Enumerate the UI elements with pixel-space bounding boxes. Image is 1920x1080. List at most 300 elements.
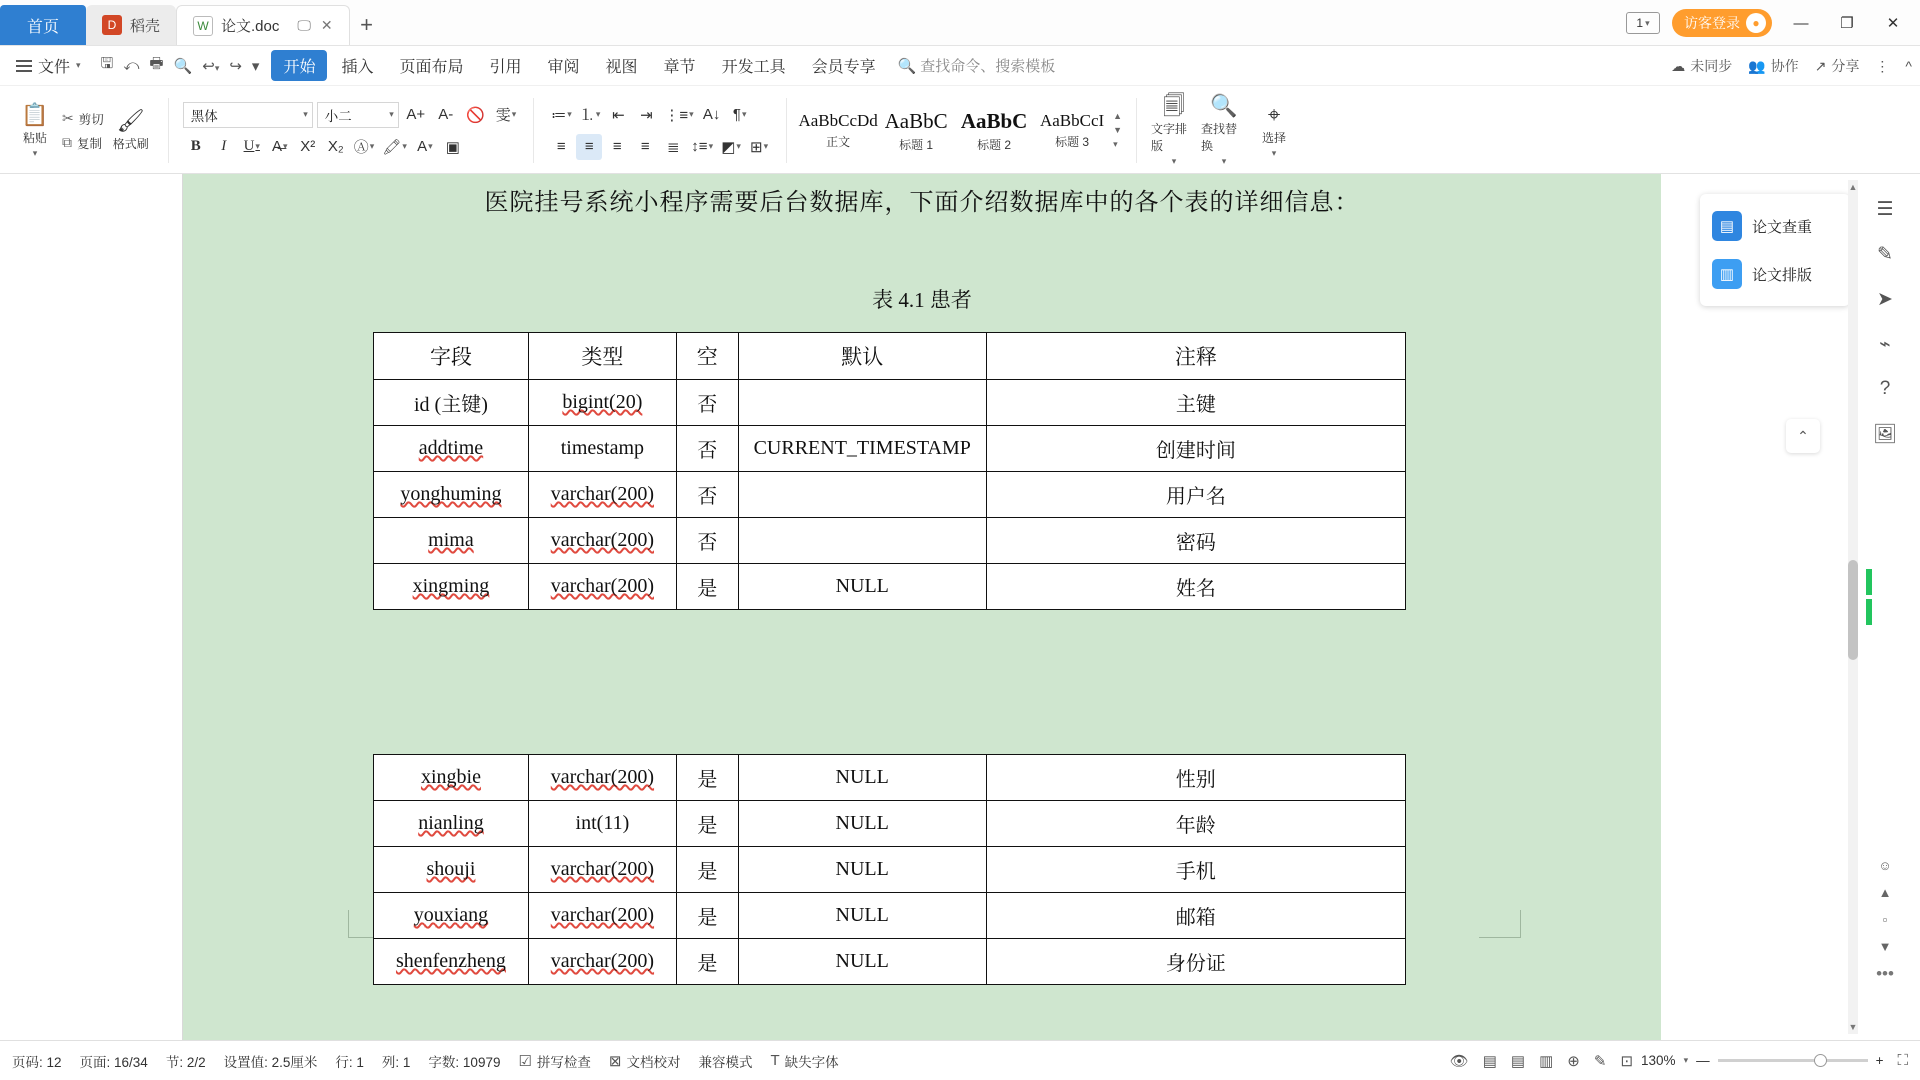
cell-type: timestamp <box>528 426 676 472</box>
status-page-code-label: 页码: 12 <box>12 1054 62 1070</box>
database-table-bottom[interactable] <box>373 754 1406 985</box>
table-row <box>374 426 1406 472</box>
cell-type: varchar(200) <box>528 564 676 610</box>
cell-comment: 用户名 <box>986 472 1405 518</box>
hamburger-icon <box>16 60 32 72</box>
magnifier-icon: 🔍 <box>1210 93 1238 118</box>
chevron-down-icon: ▾ <box>1171 156 1177 166</box>
status-section-label: 节: 2/2 <box>165 1054 206 1070</box>
status-page-of[interactable] <box>80 1051 148 1071</box>
status-word-count[interactable] <box>428 1051 500 1071</box>
subscript-button[interactable] <box>323 134 349 160</box>
cell-default: NULL <box>738 847 986 893</box>
cell-field: addtime <box>374 426 529 472</box>
zoom-level-label: 130% <box>1641 1053 1676 1068</box>
page-count-value: 1 <box>1636 16 1644 30</box>
ribbon-group-paragraph <box>542 88 778 173</box>
grow-font-button[interactable] <box>403 102 429 128</box>
status-compat-mode[interactable] <box>699 1051 753 1071</box>
format-painter-icon: 🖌 <box>116 108 145 133</box>
char-border-icon[interactable]: Ⓐ ▾ <box>353 139 375 156</box>
paper-layout-icon: ▥ <box>1712 259 1742 289</box>
status-compat-mode-label: 兼容模式 <box>698 1054 753 1070</box>
tab-daoke[interactable] <box>86 5 176 45</box>
tab-chapter[interactable] <box>652 50 708 81</box>
format-painter-label: 格式刷 <box>112 137 149 151</box>
increase-indent-icon[interactable]: ⇥ <box>640 106 653 124</box>
cell-default: NULL <box>738 893 986 939</box>
customize-qat-icon[interactable]: ▾ <box>251 57 260 75</box>
cell-null: 否 <box>676 518 738 564</box>
people-icon: 👥 <box>1748 57 1766 74</box>
rail-bottom-group <box>1878 858 1891 954</box>
pinyin-guide-icon[interactable]: 雯 ▾ <box>495 107 517 124</box>
cell-comment: 身份证 <box>986 939 1405 985</box>
status-missing-font[interactable] <box>771 1051 839 1071</box>
page-view-icon[interactable]: ▤ <box>1482 1052 1497 1070</box>
distribute-icon[interactable]: ≣ <box>667 138 680 156</box>
table-row <box>374 755 1406 801</box>
chevron-down-icon: ▾ <box>76 60 81 70</box>
database-table-top[interactable] <box>373 332 1406 610</box>
table-header-row <box>374 333 1406 380</box>
status-col-label: 列: 1 <box>381 1054 411 1070</box>
shading-icon[interactable]: ◩ ▾ <box>721 138 741 156</box>
cell-null: 是 <box>676 564 738 610</box>
cursor-arrow-icon: ⌖ <box>1267 101 1281 127</box>
status-row[interactable] <box>335 1051 364 1071</box>
cell-null: 否 <box>676 472 738 518</box>
status-section[interactable] <box>166 1051 206 1071</box>
cell-default <box>738 380 986 426</box>
cell-default: NULL <box>738 801 986 847</box>
minimize-button[interactable] <box>1784 8 1818 38</box>
status-missing-font-label: 缺失字体 <box>784 1054 839 1070</box>
tab-start[interactable] <box>271 50 327 81</box>
style-heading-3-name: 标题 3 <box>1055 135 1090 149</box>
chevron-down-icon[interactable]: ▼ <box>1878 939 1892 954</box>
find-replace-label: 查找替换 <box>1201 122 1238 153</box>
style-heading-3-sample: AaBbCcI <box>1039 111 1105 130</box>
cell-comment: 性别 <box>986 755 1405 801</box>
undo-history-icon[interactable]: ⤺ <box>123 57 140 74</box>
tab-page-layout[interactable] <box>387 50 475 81</box>
minimize-label: — <box>1793 14 1809 32</box>
status-page-code[interactable] <box>12 1051 62 1071</box>
cell-type: varchar(200) <box>528 755 676 801</box>
new-tab-label: + <box>360 12 374 37</box>
tab-review[interactable] <box>536 50 592 81</box>
style-heading-3[interactable] <box>1035 88 1109 173</box>
new-tab-button[interactable] <box>350 5 384 45</box>
document-intro-line: 医院挂号系统小程序需要后台数据库，下面介绍数据库中的各个表的详细信息： <box>484 190 1360 216</box>
superscript-label: X² <box>300 138 316 155</box>
superscript-button[interactable] <box>295 134 321 160</box>
chevron-down-icon: ▾ <box>389 109 394 119</box>
italic-label: I <box>221 138 227 154</box>
eraser-icon[interactable]: ⌁ <box>1879 334 1891 355</box>
style-heading-1-sample: AaBbC <box>884 108 948 133</box>
share-icon: ↗ <box>1814 57 1827 74</box>
scroll-up-icon[interactable]: ▲ <box>1848 182 1858 192</box>
cell-type: bigint(20) <box>528 380 676 426</box>
cut-button[interactable] <box>62 110 104 128</box>
table-row <box>374 380 1406 426</box>
chevron-down-icon[interactable]: ▾ <box>1683 1055 1689 1065</box>
chevron-down-icon: ▾ <box>32 147 38 158</box>
web-view-icon[interactable]: ⊕ <box>1567 1052 1580 1070</box>
copy-label: 复制 <box>77 136 103 151</box>
scrollbar-thumb[interactable] <box>1848 560 1858 660</box>
cell-comment: 姓名 <box>986 564 1405 610</box>
table-row <box>374 893 1406 939</box>
tab-present-icon[interactable]: 🖵 <box>297 17 311 33</box>
cell-default <box>738 518 986 564</box>
subscript-label: X₂ <box>327 138 344 155</box>
cell-comment: 主键 <box>986 380 1405 426</box>
line-spacing-icon[interactable]: ↕≡ ▾ <box>691 138 714 155</box>
font-size-value: 小二 <box>324 108 352 124</box>
cell-field: xingbie <box>374 755 529 801</box>
cell-comment: 手机 <box>986 847 1405 893</box>
sync-status-label: 未同步 <box>1690 58 1733 74</box>
status-spellcheck[interactable] <box>518 1051 590 1071</box>
zoom-out-button[interactable]: — <box>1696 1053 1710 1068</box>
divider <box>1136 98 1137 163</box>
outline-view-icon[interactable]: ▤ <box>1510 1052 1526 1070</box>
print-icon[interactable]: 🖶 <box>149 55 164 72</box>
text-layout-label: 文字排版 <box>1151 122 1188 153</box>
collapse-ribbon-label: ^ <box>1905 58 1912 74</box>
zoom-control[interactable] <box>1620 1052 1883 1070</box>
home-tab[interactable] <box>0 5 86 45</box>
status-page-of-label: 页面: 16/34 <box>79 1054 148 1070</box>
align-left-icon[interactable]: ≡ <box>556 138 566 155</box>
command-search[interactable] <box>898 55 1056 76</box>
smiley-icon[interactable]: ☺ <box>1878 858 1892 873</box>
cell-field: shouji <box>374 847 529 893</box>
ribbon-end <box>1898 88 1914 173</box>
underline-button[interactable]: U ▾ <box>243 138 260 154</box>
reading-view-icon[interactable]: ▥ <box>1539 1052 1554 1070</box>
cell-default: NULL <box>738 939 986 985</box>
tab-review-label: 审阅 <box>547 59 580 76</box>
font-size-combo[interactable] <box>317 102 399 128</box>
page-corner-mark <box>1479 910 1521 938</box>
status-doc-proof-label: 文档校对 <box>626 1054 681 1070</box>
tab-daoke-label: 稻壳 <box>130 17 161 35</box>
divider <box>786 98 787 163</box>
underline-label: U <box>243 138 255 154</box>
table-row <box>374 472 1406 518</box>
status-doc-proof[interactable] <box>609 1051 681 1071</box>
cell-default: NULL <box>738 564 986 610</box>
zoom-fit-icon[interactable]: ⊡ <box>1620 1052 1634 1070</box>
collaborate-label: 协作 <box>1770 58 1799 74</box>
cell-comment: 年龄 <box>986 801 1405 847</box>
cell-default: CURRENT_TIMESTAMP <box>738 426 986 472</box>
shrink-font-button[interactable] <box>433 102 459 128</box>
cell-type: varchar(200) <box>528 893 676 939</box>
tab-chapter-label: 章节 <box>663 59 696 76</box>
cell-null: 是 <box>676 755 738 801</box>
daoke-icon: D <box>102 15 122 35</box>
cloud-icon: ☁ <box>1671 57 1686 74</box>
text-layout-icon: 🗐 <box>1163 93 1185 118</box>
status-row-label: 行: 1 <box>335 1054 364 1070</box>
status-setting-label: 设置值: 2.5厘米 <box>223 1054 318 1070</box>
cell-null: 否 <box>676 426 738 472</box>
file-menu-label: 文件 <box>38 59 71 76</box>
align-right-icon[interactable]: ≡ <box>612 138 622 155</box>
zoom-knob[interactable] <box>1814 1054 1827 1067</box>
copy-button[interactable] <box>62 134 104 152</box>
tab-developer[interactable] <box>710 50 798 81</box>
ribbon-group-tools <box>1145 88 1303 173</box>
left-margin-strip <box>150 174 184 1040</box>
print-preview-icon[interactable]: 🔍 <box>173 57 193 75</box>
login-button[interactable] <box>1672 9 1772 37</box>
styles-expand-icon[interactable]: ▾ <box>1113 139 1118 149</box>
page-fit-icon[interactable]: ▫ <box>1882 912 1888 927</box>
status-setting[interactable] <box>224 1051 318 1071</box>
ribbon-group-styles <box>795 88 1128 173</box>
bold-button[interactable] <box>183 134 209 160</box>
search-icon: 🔍 <box>897 57 917 75</box>
cell-comment: 邮箱 <box>986 893 1405 939</box>
more-options-button[interactable] <box>1875 58 1889 75</box>
text-layout-button[interactable] <box>1151 94 1197 167</box>
cell-default <box>738 472 986 518</box>
borders-icon[interactable]: ⊞ ▾ <box>750 138 769 156</box>
tab-page-layout-label: 页面布局 <box>399 59 464 76</box>
cut-label: 剪切 <box>78 112 104 127</box>
checkbox-icon: ☑ <box>518 1052 532 1070</box>
right-rail <box>1858 184 1912 1040</box>
style-heading-2-sample: AaBbC <box>960 108 1028 133</box>
cell-field: id (主键) <box>374 380 529 426</box>
column-header-null: 空 <box>676 333 738 380</box>
cell-null: 是 <box>676 801 738 847</box>
italic-button[interactable] <box>211 134 237 160</box>
column-header-field: 字段 <box>374 333 529 380</box>
tab-document[interactable] <box>176 5 350 45</box>
sync-status[interactable] <box>1671 56 1732 76</box>
font-icon: T <box>770 1052 780 1069</box>
cell-type: varchar(200) <box>528 472 676 518</box>
fullscreen-icon[interactable] <box>1897 1052 1908 1069</box>
cell-null: 是 <box>676 893 738 939</box>
cell-null: 是 <box>676 847 738 893</box>
menu-dots-icon[interactable]: ☰ <box>1876 199 1894 220</box>
fullscreen-label: ⛶ <box>1897 1052 1908 1069</box>
taskpane-item-paper-layout[interactable] <box>1700 250 1850 298</box>
paste-icon: 📋 <box>21 101 49 127</box>
cell-type: varchar(200) <box>528 847 676 893</box>
status-col[interactable] <box>382 1051 411 1071</box>
table-row <box>374 564 1406 610</box>
column-header-default: 默认 <box>738 333 986 380</box>
title-bar-right <box>1626 0 1920 46</box>
quick-access-toolbar <box>91 53 270 78</box>
cell-comment: 创建时间 <box>986 426 1405 472</box>
table-row <box>374 847 1406 893</box>
tab-references-label: 引用 <box>489 59 522 76</box>
tab-developer-label: 开发工具 <box>721 59 786 76</box>
pen-view-icon[interactable]: ✎ <box>1593 1052 1607 1070</box>
cell-type: varchar(200) <box>528 939 676 985</box>
status-bar-right <box>1450 1052 1908 1070</box>
save-icon[interactable]: 🖫 <box>100 55 114 72</box>
style-body-sample: AaBbCcDd <box>798 111 878 130</box>
multilevel-list-icon[interactable]: ⋮≡ ▾ <box>664 106 694 124</box>
doc-icon: W <box>193 16 213 36</box>
select-button[interactable] <box>1251 103 1297 159</box>
cell-field: mima <box>374 518 529 564</box>
title-bar <box>0 0 1920 46</box>
menu-bar-right <box>1671 46 1912 86</box>
table-row <box>374 518 1406 564</box>
style-heading-1-name: 标题 1 <box>899 137 934 152</box>
menu-bar <box>0 46 1920 86</box>
more-dots-icon[interactable]: ••• <box>1876 964 1894 983</box>
bold-label: B <box>190 138 201 154</box>
tab-member-label: 会员专享 <box>811 59 876 76</box>
scissors-icon: ✂ <box>62 110 74 126</box>
restore-label: ❐ <box>1840 15 1854 32</box>
document-area[interactable] <box>0 174 1920 1040</box>
copy-icon: ⧉ <box>62 134 72 150</box>
cell-null: 是 <box>676 939 738 985</box>
cursor-arrow-icon[interactable]: ➤ <box>1877 289 1893 310</box>
cell-default: NULL <box>738 755 986 801</box>
ribbon-group-clipboard <box>6 88 160 173</box>
cell-comment: 密码 <box>986 518 1405 564</box>
file-menu-button[interactable] <box>8 51 89 80</box>
divider <box>533 98 534 163</box>
cell-field: xingming <box>374 564 529 610</box>
screenshot-icon[interactable]: 🖼 <box>1872 424 1898 445</box>
align-center-icon[interactable]: ≡ <box>576 134 602 160</box>
shrink-font-label: A- <box>438 106 454 123</box>
ribbon <box>0 86 1920 174</box>
tab-references[interactable] <box>478 50 534 81</box>
taskpane-item-check-duplicate-label: 论文查重 <box>1752 218 1813 236</box>
style-body[interactable] <box>798 88 878 173</box>
tab-insert[interactable] <box>329 50 385 81</box>
close-label: ✕ <box>1886 15 1900 32</box>
tab-member[interactable] <box>800 50 888 81</box>
status-spellcheck-label: 拼写检查 <box>536 1054 591 1070</box>
undo-icon[interactable]: ↩▾ <box>202 57 220 75</box>
font-name-combo[interactable] <box>183 102 313 128</box>
share-button[interactable] <box>1815 56 1860 76</box>
collapse-ribbon-button[interactable] <box>1905 58 1912 74</box>
close-button[interactable] <box>1876 8 1910 38</box>
tab-view-label: 视图 <box>605 59 638 76</box>
tab-document-label: 论文.doc <box>221 18 280 35</box>
zoom-in-button[interactable]: + <box>1875 1053 1884 1068</box>
grow-font-label: A+ <box>406 106 426 123</box>
sort-icon[interactable]: A↓ <box>702 106 721 123</box>
tab-view[interactable] <box>594 50 650 81</box>
chevron-down-icon: ▾ <box>303 109 308 119</box>
taskpane-collapse-button[interactable]: ⌃ <box>1786 419 1820 453</box>
ribbon-group-font <box>177 88 526 173</box>
paste-button[interactable] <box>12 103 58 159</box>
cell-field: yonghuming <box>374 472 529 518</box>
cell-field: youxiang <box>374 893 529 939</box>
strikethrough-button[interactable]: A̶ ▾ <box>271 138 288 155</box>
tab-insert-label: 插入 <box>341 59 374 76</box>
cell-type: int(11) <box>528 801 676 847</box>
collaborate-button[interactable] <box>1748 56 1798 76</box>
table-row <box>374 939 1406 985</box>
command-search-placeholder: 查找命令、搜索模板 <box>920 58 1056 75</box>
cell-type: varchar(200) <box>528 518 676 564</box>
show-marks-icon[interactable]: ¶ ▾ <box>732 106 747 123</box>
taskpane-item-check-duplicate[interactable] <box>1700 202 1850 250</box>
chevron-up-icon[interactable]: ▲ <box>1113 111 1123 121</box>
divider <box>168 98 169 163</box>
scroll-down-icon[interactable]: ▼ <box>1848 1022 1858 1032</box>
proof-icon: ⊠ <box>608 1052 622 1070</box>
column-header-type: 类型 <box>528 333 676 380</box>
chevron-down-icon: ▾ <box>1645 17 1650 28</box>
chevron-up-icon[interactable]: ▲ <box>1878 885 1892 900</box>
page-count-badge[interactable] <box>1626 12 1660 34</box>
bullets-icon[interactable]: ≔ ▾ <box>551 106 572 124</box>
font-name-value: 黑体 <box>190 108 218 124</box>
clear-format-icon[interactable]: 🚫 <box>466 106 486 124</box>
home-tab-label: 首页 <box>26 18 59 36</box>
restore-button[interactable] <box>1830 8 1864 38</box>
help-icon[interactable]: ? <box>1879 378 1891 399</box>
taskpane-item-paper-layout-label: 论文排版 <box>1752 266 1813 284</box>
eye-icon[interactable]: 👁 <box>1449 1052 1469 1070</box>
check-duplicate-icon: ▤ <box>1712 211 1742 241</box>
style-body-name: 正文 <box>826 135 851 149</box>
tab-close-icon[interactable]: ✕ <box>320 17 333 33</box>
justify-icon[interactable]: ≡ <box>640 138 650 155</box>
table-caption: 表 4.1 患者 <box>872 288 972 312</box>
numbering-icon[interactable]: ⒈ ▾ <box>579 107 601 124</box>
zoom-track[interactable] <box>1718 1059 1868 1062</box>
find-replace-button[interactable] <box>1201 94 1247 167</box>
text-effect-icon[interactable]: 🖍 ▾ <box>382 138 407 156</box>
redo-icon[interactable]: ↪ <box>229 57 242 75</box>
style-heading-1[interactable] <box>879 88 953 173</box>
chevron-down-icon: ▾ <box>1271 147 1277 158</box>
status-word-count-label: 字数: 10979 <box>428 1054 501 1070</box>
font-color-icon[interactable]: A ▾ <box>417 138 433 155</box>
pen-icon[interactable]: ✎ <box>1877 244 1893 265</box>
more-options-label: ⋮ <box>1875 57 1890 74</box>
vertical-scrollbar[interactable] <box>1848 180 1858 1034</box>
format-painter-button[interactable] <box>108 109 154 152</box>
decrease-indent-icon[interactable]: ⇤ <box>612 106 625 124</box>
style-heading-2[interactable] <box>957 88 1031 173</box>
login-label: 访客登录 <box>1684 15 1740 31</box>
cell-field: nianling <box>374 801 529 847</box>
share-label: 分享 <box>1831 58 1860 74</box>
styles-scroll[interactable] <box>1113 88 1122 173</box>
document-page[interactable] <box>183 174 1661 1040</box>
chevron-down-icon[interactable]: ▼ <box>1113 125 1123 135</box>
select-label: 选择 <box>1262 130 1287 145</box>
style-heading-2-name: 标题 2 <box>977 137 1012 152</box>
char-shading-icon[interactable]: ▣ <box>445 138 460 156</box>
